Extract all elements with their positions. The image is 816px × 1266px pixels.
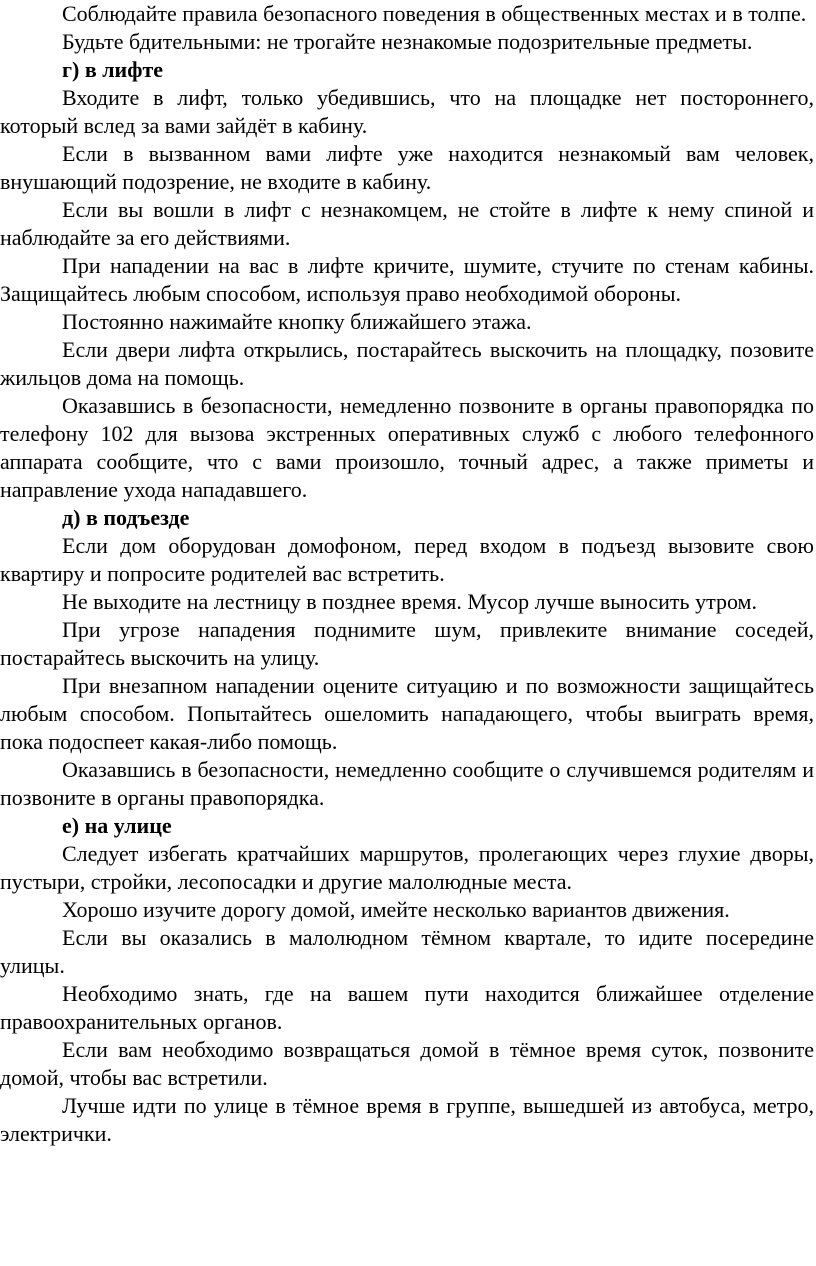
paragraph: Следует избегать кратчайших маршрутов, пролегающих через глухие дворы, пустыри, стройки, лесопосадки и другие малолюдные места. bbox=[0, 841, 814, 894]
paragraph: Постоянно нажимайте кнопку ближайшего этажа. bbox=[62, 309, 532, 334]
section-heading-elevator: г) в лифте bbox=[62, 57, 164, 82]
paragraph: При нападении на вас в лифте кричите, шумите, стучите по стенам кабины. Защищайтесь любым способом, используя право необходимой обороны. bbox=[0, 253, 814, 306]
paragraph: Если двери лифта открылись, постарайтесь выскочить на площадку, позовите жильцов дома на помощь. bbox=[0, 337, 814, 390]
paragraph-crowd-safety: Соблюдайте правила безопасного поведения в общественных местах и в толпе. bbox=[62, 1, 807, 26]
paragraph: При угрозе нападения поднимите шум, привлеките внимание соседей, постарайтесь выскочить на улицу. bbox=[0, 617, 814, 670]
paragraph: Если вы вошли в лифт с незнакомцем, не стойте в лифте к нему спиной и наблюдайте за его действиями. bbox=[0, 197, 814, 250]
paragraph: При внезапном нападении оцените ситуацию и по возможности защищайтесь любым способом. Попытайтесь ошеломить нападающего, чтобы выиграть время, пока подоспеет какая-либо помощь. bbox=[0, 673, 814, 754]
paragraph: Оказавшись в безопасности, немедленно сообщите о случившемся родителям и позвоните в органы правопорядка. bbox=[0, 757, 814, 810]
paragraph-suspicious-objects: Будьте бдительными: не трогайте незнакомые подозрительные предметы. bbox=[62, 29, 753, 54]
paragraph: Если в вызванном вами лифте уже находится незнакомый вам человек, внушающий подозрение, не входите в кабину. bbox=[0, 141, 814, 194]
paragraph: Если вы оказались в малолюдном тёмном квартале, то идите посередине улицы. bbox=[0, 925, 814, 978]
section-heading-street: е) на улице bbox=[62, 813, 172, 838]
paragraph: Лучше идти по улице в тёмное время в группе, вышедшей из автобуса, метро, электрички. bbox=[0, 1093, 814, 1146]
paragraph: Входите в лифт, только убедившись, что на площадке нет постороннего, который вслед за вами зайдёт в кабину. bbox=[0, 85, 814, 138]
paragraph: Если дом оборудован домофоном, перед входом в подъезд вызовите свою квартиру и попросите родителей вас встретить. bbox=[0, 533, 814, 586]
paragraph: Хорошо изучите дорогу домой, имейте несколько вариантов движения. bbox=[62, 897, 730, 922]
paragraph: Если вам необходимо возвращаться домой в тёмное время суток, позвоните домой, чтобы вас встретили. bbox=[0, 1037, 814, 1090]
paragraph: Необходимо знать, где на вашем пути находится ближайшее отделение правоохранительных органов. bbox=[0, 981, 814, 1034]
paragraph: Оказавшись в безопасности, немедленно позвоните в органы правопорядка по телефону 102 для вызова экстренных оперативных служб с любого телефонного аппарата сообщите, что с вами произошло, точный адрес, а также приметы и направление ухода нападавшего. bbox=[0, 393, 814, 502]
paragraph: Не выходите на лестницу в позднее время. Мусор лучше выносить утром. bbox=[62, 589, 757, 614]
section-heading-entrance: д) в подъезде bbox=[62, 505, 190, 530]
